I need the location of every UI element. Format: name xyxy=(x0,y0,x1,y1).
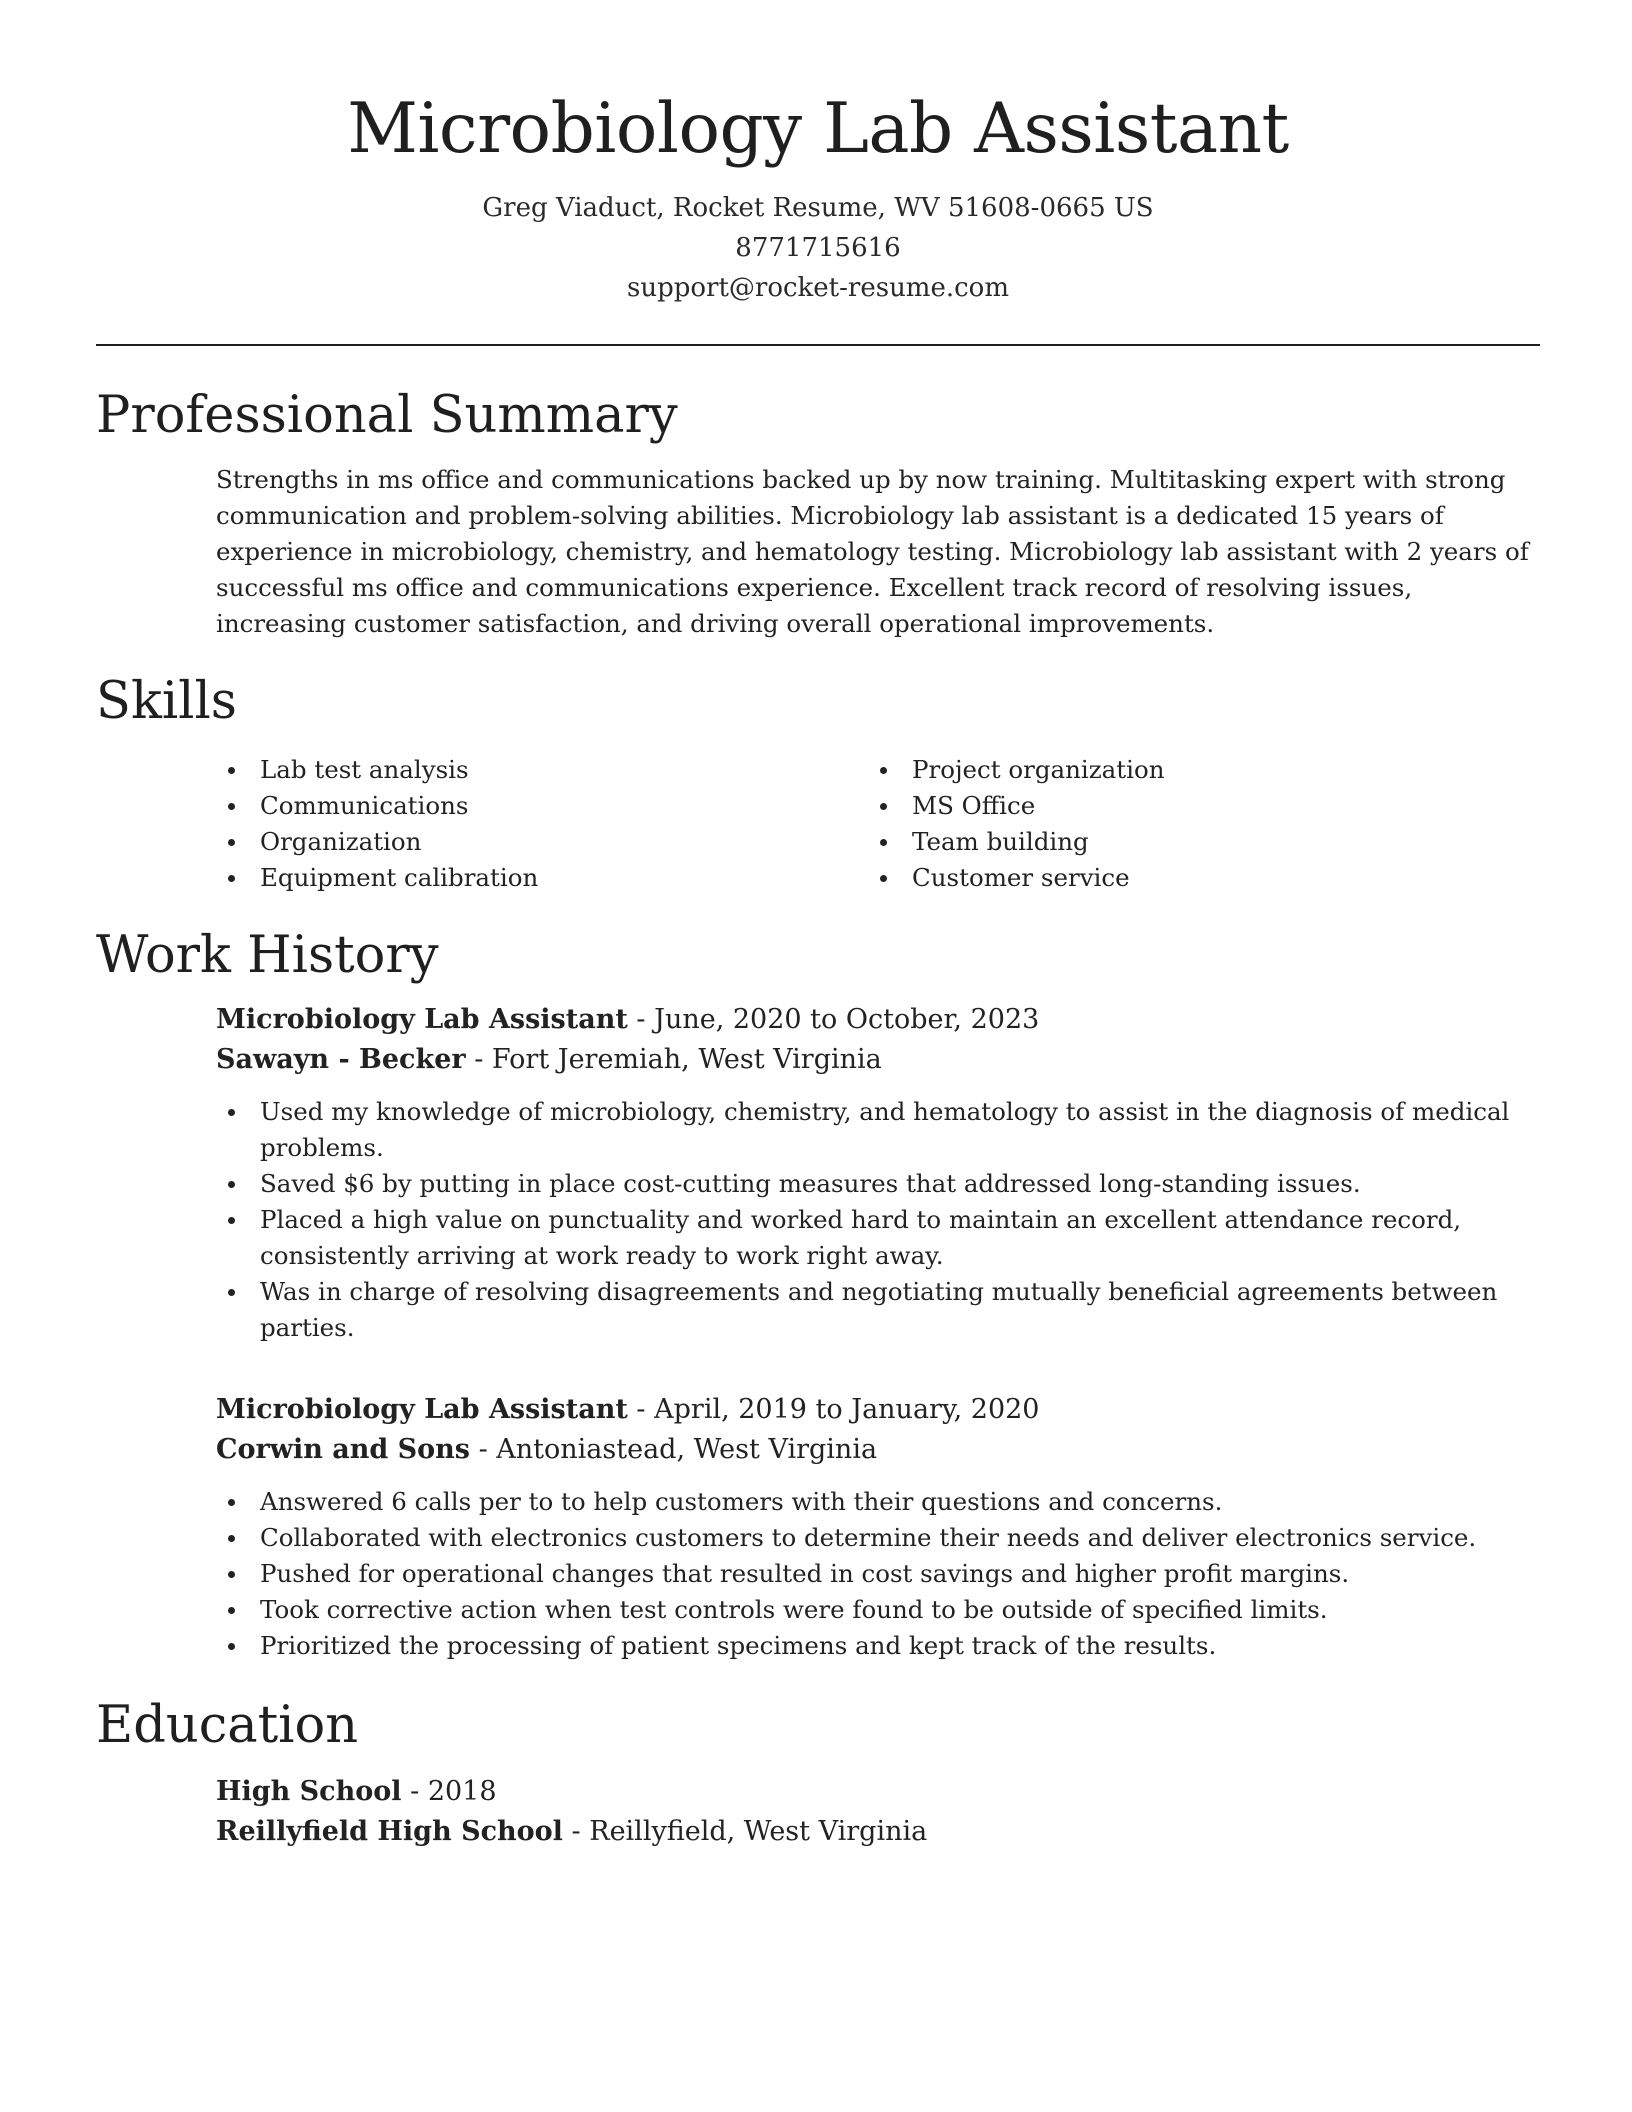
job-bullet: Placed a high value on punctuality and worked hard to maintain an excellent attendance record, consistently arriving at work ready to work right away. xyxy=(216,1202,1540,1274)
job-dates: - April, 2019 to January, 2020 xyxy=(627,1394,1040,1425)
education-degree-line xyxy=(216,1772,1540,1812)
job-title: Microbiology Lab Assistant xyxy=(216,1004,628,1035)
skill-item: Organization xyxy=(216,824,868,860)
job-entry xyxy=(216,1390,1540,1664)
skills-heading: Skills xyxy=(96,672,237,731)
job-bullet: Was in charge of resolving disagreements and negotiating mutually beneficial agreements between parties. xyxy=(216,1274,1540,1346)
resume-title: Microbiology Lab Assistant xyxy=(347,89,1289,169)
contact-block xyxy=(96,188,1540,308)
skills-list xyxy=(216,752,1540,896)
education-school-line xyxy=(216,1812,1540,1852)
education-degree: High School xyxy=(216,1776,402,1807)
skill-item: MS Office xyxy=(868,788,1520,824)
job-location: - Antoniastead, West Virginia xyxy=(470,1434,878,1465)
summary-heading: Professional Summary xyxy=(96,386,678,445)
job-dates: - June, 2020 to October, 2023 xyxy=(627,1004,1040,1035)
education-location: - Reillyfield, West Virginia xyxy=(562,1816,928,1847)
job-bullet: Used my knowledge of microbiology, chemistry, and hematology to assist in the diagnosis of medical problems. xyxy=(216,1094,1540,1166)
resume-page xyxy=(96,0,1540,1852)
skill-item: Project organization xyxy=(868,752,1520,788)
job-company-line xyxy=(216,1040,1540,1080)
job-title-line xyxy=(216,1000,1540,1040)
education-school: Reillyfield High School xyxy=(216,1816,563,1847)
education-year: - 2018 xyxy=(401,1776,497,1807)
job-title-line xyxy=(216,1390,1540,1430)
job-company-line xyxy=(216,1430,1540,1470)
job-bullet: Collaborated with electronics customers to determine their needs and deliver electronics service. xyxy=(216,1520,1540,1556)
job-bullet: Saved $6 by putting in place cost-cutting measures that addressed long-standing issues. xyxy=(216,1166,1540,1202)
job-bullets xyxy=(216,1094,1540,1346)
job-location: - Fort Jeremiah, West Virginia xyxy=(465,1044,882,1075)
skill-item: Equipment calibration xyxy=(216,860,868,896)
job-bullet: Took corrective action when test controls were found to be outside of specified limits. xyxy=(216,1592,1540,1628)
header-divider xyxy=(96,344,1540,346)
education-entry xyxy=(216,1772,1540,1852)
job-company: Corwin and Sons xyxy=(216,1434,470,1465)
skill-item: Lab test analysis xyxy=(216,752,868,788)
skill-item: Team building xyxy=(868,824,1520,860)
job-company: Sawayn - Becker xyxy=(216,1044,466,1075)
job-entry xyxy=(216,1000,1540,1346)
skills-column-right xyxy=(868,752,1520,896)
skills-column-left xyxy=(216,752,868,896)
job-bullet: Answered 6 calls per to to help customers with their questions and concerns. xyxy=(216,1484,1540,1520)
job-bullet: Pushed for operational changes that resulted in cost savings and higher profit margins. xyxy=(216,1556,1540,1592)
job-title: Microbiology Lab Assistant xyxy=(216,1394,628,1425)
contact-address: Greg Viaduct, Rocket Resume, WV 51608-0665 US xyxy=(482,193,1154,223)
skill-item: Communications xyxy=(216,788,868,824)
skill-item: Customer service xyxy=(868,860,1520,896)
contact-phone: 8771715616 xyxy=(735,233,901,263)
education-heading: Education xyxy=(96,1696,359,1755)
work-history-heading: Work History xyxy=(96,926,439,985)
summary-text: Strengths in ms office and communications backed up by now training. Multitasking expert with strong communication and problem-solving abilities. Microbiology lab assistant is a dedicated 15 years of experience in microbiology, chemistry, and hematology testing. Microbiology lab assistant with 2 years of successful ms office and communications experience. Excellent track record of resolving issues, increasing customer satisfaction, and driving overall operational improvements. xyxy=(216,465,1529,638)
job-bullet: Prioritized the processing of patient specimens and kept track of the results. xyxy=(216,1628,1540,1664)
job-bullets xyxy=(216,1484,1540,1664)
contact-email: support@rocket-resume.com xyxy=(626,273,1009,303)
